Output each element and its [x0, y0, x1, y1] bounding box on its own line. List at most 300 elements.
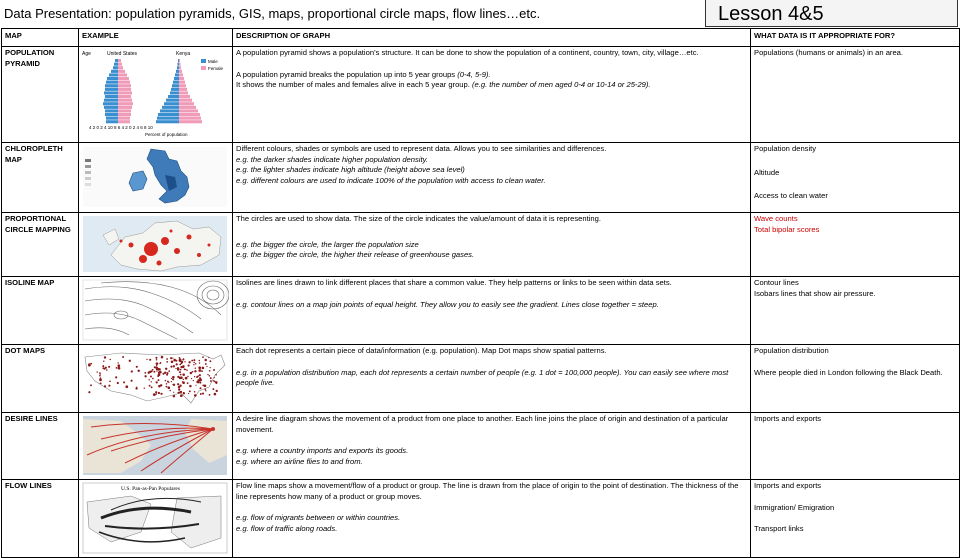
- population-dot: [90, 384, 92, 386]
- row-label-desire-lines: DESIRE LINES: [2, 413, 79, 480]
- desc-italic: e.g. the lighter shades indicate high altitude (height above sea level): [236, 165, 465, 175]
- pyramid-bar: [105, 95, 118, 98]
- pyramid-bar: [118, 70, 125, 73]
- population-dot: [108, 385, 110, 387]
- desire-lines-graphic: [81, 415, 229, 476]
- desc-desire-lines: [233, 413, 751, 480]
- population-dot: [201, 370, 203, 372]
- choropleth-map-graphic: [81, 145, 229, 209]
- pyramid-bar: [106, 117, 118, 120]
- pyramid-x-label: Percent of population: [145, 132, 188, 137]
- pyramid-bar: [162, 106, 179, 109]
- population-dot: [171, 361, 174, 364]
- population-dot: [149, 371, 151, 373]
- example-isoline: [79, 277, 233, 345]
- population-dot: [172, 378, 174, 380]
- data-item: Wave counts: [754, 214, 798, 223]
- pyramid-bar: [118, 81, 130, 84]
- population-dot: [109, 380, 111, 382]
- table-row: [2, 413, 960, 480]
- desc-text: A population pyramid breaks the population up into 5 year groups: [236, 69, 456, 79]
- population-dot: [209, 394, 211, 396]
- data-item: Total bipolar scores: [754, 224, 820, 234]
- population-dot: [207, 374, 208, 375]
- population-dot: [166, 383, 167, 384]
- example-flow-lines: [79, 480, 233, 558]
- pyramid-kenya-title: Kenya: [176, 51, 191, 57]
- proportional-circle-graphic: [81, 215, 229, 273]
- desc-choropleth: [233, 143, 751, 213]
- population-dot: [194, 376, 195, 377]
- pyramid-bar: [164, 102, 179, 105]
- population-dot: [169, 390, 171, 392]
- population-dot: [183, 392, 184, 393]
- population-dot: [172, 376, 175, 379]
- population-dot: [209, 370, 211, 372]
- isoline-map-graphic: [81, 279, 229, 341]
- pyramid-bar: [156, 120, 179, 123]
- population-dot: [144, 388, 145, 389]
- population-dot: [182, 359, 184, 361]
- population-dot: [195, 363, 197, 365]
- pyramid-bar: [166, 99, 179, 102]
- population-dot: [146, 359, 147, 360]
- table-row: [2, 277, 960, 345]
- row-label-isoline: ISOLINE MAP: [2, 277, 79, 345]
- flow-map-title: U.S. Pan-as-Pan Populares: [121, 486, 180, 492]
- desc-italic: e.g. flow of migrants between or within countries.: [236, 513, 401, 523]
- population-dot: [216, 383, 217, 384]
- pyramid-bar: [179, 70, 182, 73]
- row-label-proportional-circle: PROPORTIONAL CIRCLE MAPPING: [2, 213, 79, 277]
- population-dot: [193, 362, 195, 364]
- population-dot: [179, 364, 181, 366]
- dot-map-graphic: [81, 347, 229, 409]
- population-dot: [193, 359, 195, 361]
- pyramid-bar: [118, 63, 122, 66]
- population-dot: [100, 382, 102, 384]
- population-dot: [200, 387, 202, 389]
- table-row: [2, 143, 960, 213]
- desc-italic: e.g. in a population distribution map, each dot represents a certain number of people (e.g. 1 dot = 100,000 people). You can easily see where most people live.: [236, 367, 729, 388]
- population-dot: [178, 388, 180, 390]
- population-dot: [156, 370, 157, 371]
- data-item: Isobars lines that show air pressure.: [754, 288, 876, 298]
- pyramid-bar: [178, 59, 179, 62]
- population-dot: [155, 391, 157, 393]
- population-dot: [118, 367, 121, 370]
- population-dot: [166, 386, 168, 388]
- population-dot: [182, 373, 185, 376]
- pyramid-bar: [118, 102, 133, 105]
- pyramid-ticks: 4 2 0 2 4 10 8 6 4 2 0 2 4 6 8 10: [89, 125, 153, 130]
- desc-italic: (0-4, 5-9).: [457, 69, 491, 79]
- population-dot: [213, 380, 214, 381]
- data-item: Transport links: [754, 524, 804, 534]
- population-dot: [199, 360, 201, 362]
- population-dot: [205, 390, 206, 391]
- pyramid-bar: [118, 120, 130, 123]
- desc-italic: e.g. contour lines on a map join points of equal height. They allow you to easily see the gradient. Lines close together = steep.: [236, 299, 659, 309]
- example-choropleth: [79, 143, 233, 213]
- population-dot: [199, 382, 201, 384]
- row-label-population-pyramid: POPULATION PYRAMID: [2, 47, 79, 143]
- table-row: [2, 213, 960, 277]
- pyramid-bar: [118, 106, 132, 109]
- pyramid-bar: [118, 77, 129, 80]
- lesson-badge: Lesson 4&5: [705, 0, 958, 27]
- pyramid-bar: [170, 91, 179, 94]
- population-dot: [156, 359, 158, 361]
- data-population-pyramid: [751, 47, 960, 143]
- population-dot: [104, 385, 106, 387]
- desc-text: Isolines are lines drawn to link different places that share a common value. They help patterns or links to be seen within data sets.: [236, 278, 672, 287]
- population-dot: [191, 360, 193, 362]
- population-dot: [180, 394, 183, 397]
- population-dot: [205, 363, 207, 365]
- pyramid-bar: [118, 109, 131, 112]
- example-desire-lines: [79, 413, 233, 480]
- population-dot: [199, 374, 201, 376]
- population-dot: [156, 393, 158, 395]
- pyramid-bar: [158, 113, 179, 116]
- population-dot: [194, 391, 196, 393]
- desc-text: A population pyramid shows a population’s structure. It can be done to show the population of a continent, country, town, city, village…etc.: [236, 48, 699, 57]
- population-dot: [176, 363, 178, 365]
- population-dot: [177, 392, 179, 394]
- population-dot: [216, 390, 218, 392]
- data-item: Population density: [754, 144, 817, 153]
- population-dot: [173, 395, 176, 398]
- population-dot: [196, 376, 198, 378]
- population-dot: [156, 381, 158, 383]
- population-dot: [199, 379, 202, 382]
- population-dot: [144, 372, 146, 374]
- table-row: [2, 47, 960, 143]
- legend-female-swatch: [201, 66, 206, 70]
- population-dot: [161, 356, 164, 359]
- desc-italic: e.g. where an airline flies to and from.: [236, 456, 363, 466]
- population-dot: [187, 382, 189, 384]
- population-dot: [184, 361, 185, 362]
- population-dot: [99, 379, 102, 382]
- pyramid-bar: [179, 88, 187, 91]
- data-item: Access to clean water: [754, 191, 828, 201]
- population-dot: [108, 366, 110, 368]
- pyramid-bar: [179, 109, 198, 112]
- population-dot: [215, 374, 217, 376]
- data-desire-lines: [751, 413, 960, 480]
- population-dot: [171, 381, 172, 382]
- population-dot: [204, 384, 207, 387]
- data-item: Populations (humans or animals) in an area.: [754, 48, 904, 57]
- population-dot: [166, 361, 168, 363]
- population-dot: [209, 375, 211, 377]
- population-dot: [99, 372, 101, 374]
- pyramid-bar: [105, 113, 118, 116]
- pyramid-bar: [176, 70, 179, 73]
- population-dot: [88, 391, 90, 393]
- population-dot: [202, 367, 205, 370]
- graph-types-table: [1, 28, 960, 558]
- desc-flow-lines: [233, 480, 751, 558]
- population-dot: [184, 368, 186, 370]
- population-dot: [175, 360, 177, 362]
- population-dot: [159, 371, 162, 374]
- desc-text: Different colours, shades or symbols are used to represent data. Allows you to see similarities and differences.: [236, 144, 607, 153]
- population-dot: [160, 362, 162, 364]
- population-dot: [194, 370, 196, 372]
- pyramid-bar: [179, 102, 194, 105]
- population-dot: [170, 357, 172, 359]
- population-dot: [150, 376, 152, 378]
- pyramid-bar: [118, 73, 127, 76]
- population-dot: [180, 374, 182, 376]
- population-dot: [212, 388, 214, 390]
- population-dot: [170, 366, 172, 368]
- population-dot: [188, 365, 190, 367]
- desc-proportional-circle: [233, 213, 751, 277]
- pyramid-bar: [179, 73, 183, 76]
- population-dot: [210, 377, 212, 379]
- population-dot: [151, 381, 152, 382]
- data-dot-maps: [751, 345, 960, 413]
- population-dot: [157, 375, 159, 377]
- pyramid-bar: [179, 99, 192, 102]
- population-dot: [109, 359, 110, 360]
- pyramid-bar: [114, 63, 118, 66]
- population-dot: [149, 359, 151, 361]
- population-dot: [209, 360, 211, 362]
- population-dot: [183, 379, 184, 380]
- population-dot: [188, 393, 189, 394]
- population-dot: [179, 358, 181, 360]
- population-dot: [180, 369, 182, 371]
- population-dot: [168, 386, 171, 389]
- population-dot: [106, 369, 108, 371]
- pyramid-bar: [107, 77, 118, 80]
- legend-male-swatch: [201, 59, 206, 63]
- population-dot: [196, 381, 199, 384]
- population-dot: [214, 393, 217, 396]
- population-dot: [129, 360, 131, 362]
- population-dot: [166, 358, 168, 360]
- population-dot: [165, 372, 166, 373]
- population-dot: [102, 365, 104, 367]
- population-dot: [99, 374, 100, 375]
- population-dot: [202, 393, 204, 395]
- population-dot: [122, 356, 124, 358]
- population-dot: [179, 377, 181, 379]
- desc-text: Each dot represents a certain piece of data/information (e.g. population). Map Dot maps show spatial patterns.: [236, 346, 607, 355]
- data-item: Altitude: [754, 167, 780, 177]
- population-dot: [179, 357, 181, 359]
- population-dot: [90, 363, 92, 365]
- population-dot: [152, 378, 154, 380]
- population-dot: [117, 362, 118, 363]
- data-item: Contour lines: [754, 278, 799, 287]
- data-item: Imports and exports: [754, 414, 822, 423]
- data-flow-lines: [751, 480, 960, 558]
- pyramid-bar: [118, 117, 130, 120]
- population-dot: [153, 393, 156, 396]
- population-dot: [151, 386, 153, 388]
- pyramid-us-title: United States: [107, 51, 138, 57]
- pyramid-bar: [157, 117, 179, 120]
- pyramid-bar: [118, 84, 131, 87]
- population-dot: [125, 385, 128, 388]
- population-dot: [191, 372, 192, 373]
- population-dot: [173, 392, 174, 393]
- row-label-choropleth: CHLOROPLETH MAP: [2, 143, 79, 213]
- col-description: DESCRIPTION OF GRAPH: [233, 29, 751, 47]
- population-dot: [213, 369, 215, 371]
- population-dot: [105, 367, 107, 369]
- kenya-pyramid-bars: [156, 59, 202, 123]
- population-dot: [204, 359, 207, 362]
- population-dot: [188, 361, 190, 363]
- desc-isoline: [233, 277, 751, 345]
- population-dot: [102, 367, 104, 369]
- population-dot: [204, 388, 206, 390]
- pyramid-bar: [118, 66, 123, 69]
- pyramid-bar: [104, 99, 118, 102]
- population-dot: [185, 377, 188, 380]
- population-dot: [173, 365, 175, 367]
- population-dot: [97, 371, 98, 372]
- pyramid-bar: [105, 88, 118, 91]
- legend-female-label: Female: [208, 66, 224, 71]
- pyramid-bar: [160, 109, 179, 112]
- desc-text: A desire line diagram shows the movement of a product from one place to another. Each line joins the place of origin and destination of a particular movement.: [236, 414, 729, 434]
- pyramid-bar: [179, 113, 200, 116]
- data-choropleth: [751, 143, 960, 213]
- population-dot: [182, 381, 185, 384]
- population-dot: [156, 362, 159, 365]
- population-dot: [165, 380, 167, 382]
- col-example: EXAMPLE: [79, 29, 233, 47]
- population-dot: [131, 380, 133, 382]
- pyramid-bar: [105, 109, 118, 112]
- desc-italic: e.g. the darker shades indicate higher population density.: [236, 154, 428, 164]
- population-dot: [148, 379, 149, 380]
- population-dot: [165, 368, 167, 370]
- population-dot: [117, 364, 120, 367]
- pyramid-bar: [179, 59, 180, 62]
- data-item: Population distribution: [754, 346, 829, 355]
- pyramid-bar: [106, 81, 118, 84]
- desc-italic: e.g. flow of traffic along roads.: [236, 523, 338, 533]
- population-dot: [166, 372, 168, 374]
- pyramid-bar: [118, 88, 131, 91]
- page-title: Data Presentation: population pyramids, GIS, maps, proportional circle maps, flow lines…etc.: [4, 6, 541, 21]
- pyramid-bar: [179, 66, 181, 69]
- population-dot: [168, 370, 170, 372]
- pyramid-bar: [105, 84, 118, 87]
- population-dot: [173, 384, 175, 386]
- population-dot: [206, 366, 207, 367]
- population-dot: [191, 378, 192, 379]
- desc-italic: e.g. where a country imports and exports its goods.: [236, 446, 409, 456]
- pyramid-bar: [118, 59, 121, 62]
- population-dot: [208, 357, 209, 358]
- pyramid-bar: [172, 84, 179, 87]
- population-dot: [200, 393, 202, 395]
- pyramid-bar: [118, 95, 131, 98]
- population-dot: [210, 380, 212, 382]
- population-dot: [186, 369, 187, 370]
- population-dot: [194, 394, 197, 397]
- desc-italic: e.g. the bigger the circle, the larger the population size: [236, 239, 419, 249]
- population-dot: [195, 367, 196, 368]
- population-dot: [158, 385, 161, 388]
- population-dot: [158, 379, 160, 381]
- example-proportional-circle: [79, 213, 233, 277]
- population-dot: [171, 378, 172, 379]
- population-dot: [104, 356, 106, 358]
- data-isoline: [751, 277, 960, 345]
- desc-italic: e.g. the bigger the circle, the higher their release of greenhouse gases.: [236, 250, 475, 260]
- pyramid-bar: [104, 91, 118, 94]
- population-dot: [155, 357, 157, 359]
- pyramid-bar: [179, 95, 190, 98]
- data-item: Imports and exports: [754, 481, 822, 490]
- pyramid-bar: [111, 70, 118, 73]
- population-dot: [156, 365, 157, 366]
- pyramid-bar: [173, 81, 179, 84]
- population-dot: [157, 367, 158, 368]
- population-dot: [158, 392, 160, 394]
- col-data: WHAT DATA IS IT APPROPRIATE FOR?: [751, 29, 960, 47]
- header-row: [2, 29, 960, 47]
- population-pyramid-graphic: [81, 49, 229, 139]
- population-dot: [135, 387, 137, 389]
- pyramid-bar: [178, 63, 180, 66]
- desc-italic: e.g. different colours are used to indicate 100% of the population with access to clean water.: [236, 175, 546, 185]
- us-pyramid-bars: [103, 59, 133, 123]
- pyramid-bar: [171, 88, 179, 91]
- pyramid-bar: [174, 77, 179, 80]
- population-dot: [144, 375, 146, 377]
- pyramid-bar: [115, 59, 118, 62]
- table-row: [2, 345, 960, 413]
- population-dot: [177, 383, 179, 385]
- desc-text: Flow line maps show a movement/flow of a product or group. The line is drawn from the place of origin to the point of destination. The thickness of the line represents how many of a product or group moves.: [236, 481, 739, 501]
- desc-text: The circles are used to show data. The size of the circle indicates the value/amount of data it is representing.: [236, 214, 601, 223]
- population-dot: [193, 364, 194, 365]
- desc-dot-maps: [233, 345, 751, 413]
- pyramid-bar: [168, 95, 179, 98]
- population-dot: [149, 385, 151, 387]
- population-dot: [182, 366, 184, 368]
- data-item: Where people died in London following the Black Death.: [754, 367, 943, 377]
- legend-male-label: Male: [208, 59, 218, 64]
- pyramid-bar: [109, 73, 118, 76]
- population-dot: [160, 393, 162, 395]
- flow-lines-graphic: [81, 482, 229, 554]
- population-dot: [202, 356, 204, 358]
- col-map: MAP: [2, 29, 79, 47]
- population-dot: [153, 371, 155, 373]
- population-dot: [136, 366, 138, 368]
- population-dot: [198, 366, 201, 369]
- population-dot: [198, 369, 201, 372]
- example-dot-maps: [79, 345, 233, 413]
- desc-population-pyramid: [233, 47, 751, 143]
- population-dot: [117, 382, 119, 384]
- data-proportional-circle: [751, 213, 960, 277]
- pyramid-bar: [113, 66, 118, 69]
